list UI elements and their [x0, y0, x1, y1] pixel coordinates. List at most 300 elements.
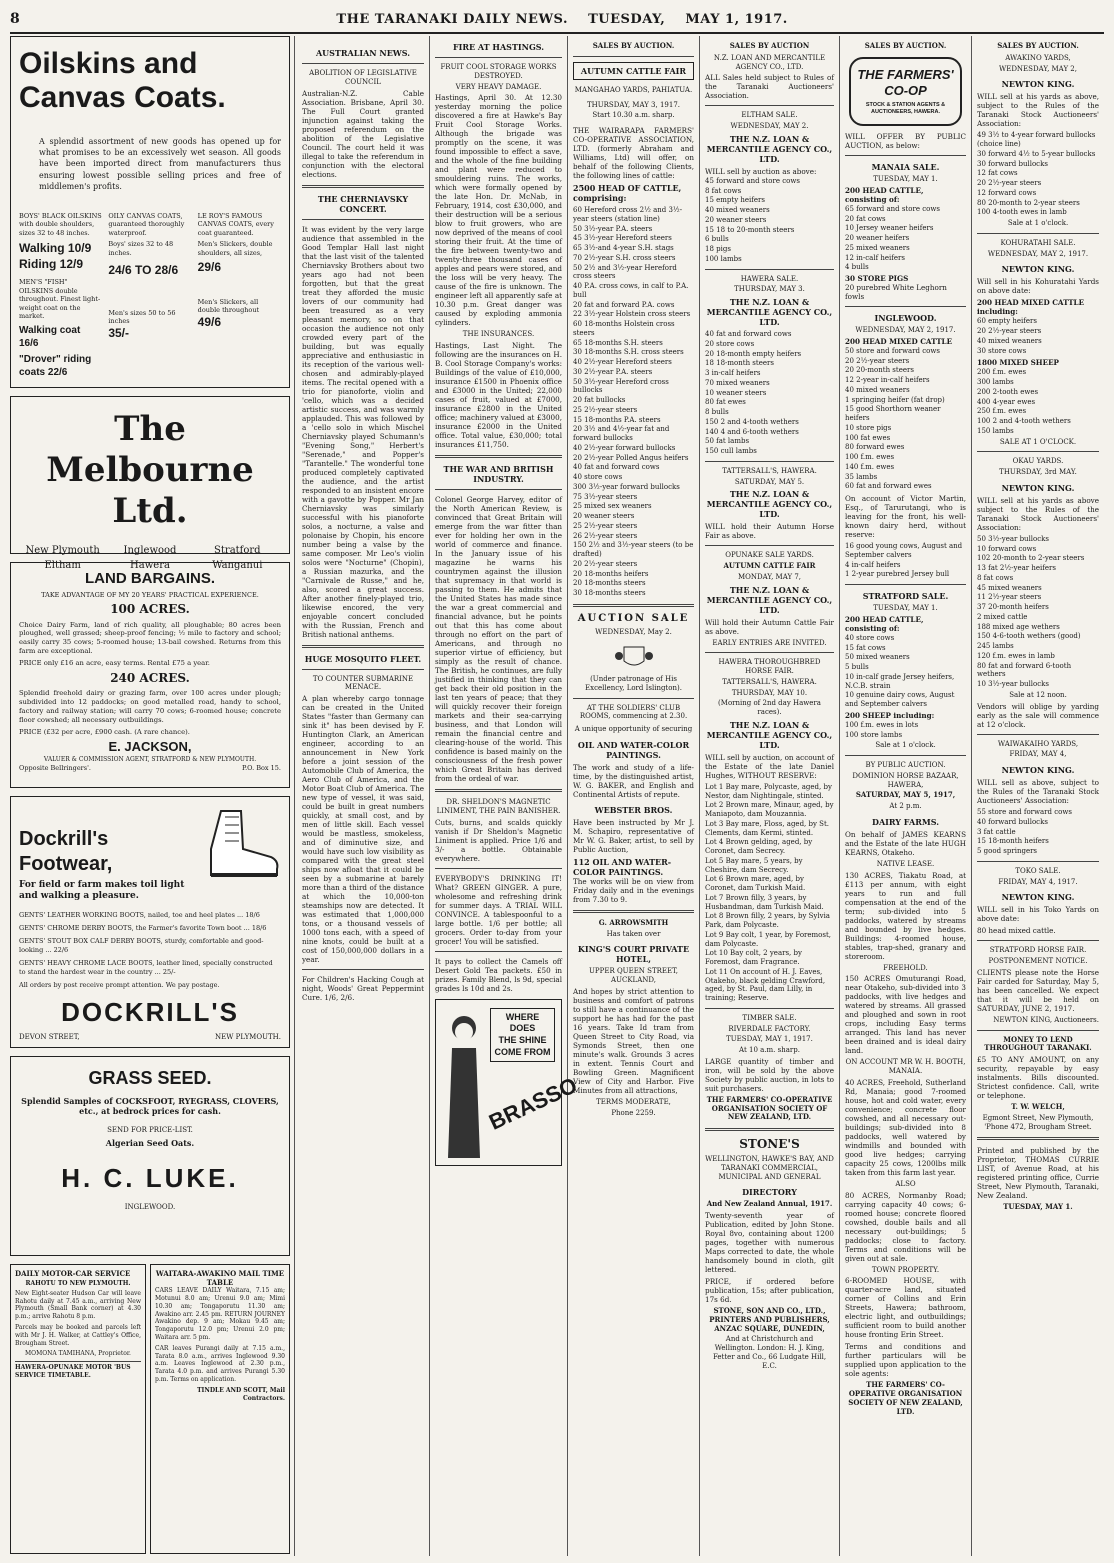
tw-welch: T. W. WELCH, [1011, 1102, 1065, 1111]
insurances-text: Hastings, Last Night. The following are the insurances on H. B. Cool Storage Company's works: Buildings of the value of £10,000, insurance £1500 in Phoenix office and £3000 in the United; 22,000 cases of fruit, valued at £7000, insurance £2800 in the United office; machinery valued at £3000, insurance £2000 in the United office. Total value, £30,000; total insurances £11,750. [435, 341, 562, 449]
eltham-line: 18 pigs [705, 245, 731, 253]
kohuratahi-line: 20 2½-year steers [977, 327, 1042, 335]
mixed-sheep-line: 150 lambs [977, 426, 1014, 435]
auction-sale-heading: AUCTION SALE [577, 612, 690, 624]
col6-header: SALES BY AUCTION. [864, 41, 947, 50]
column-auction-4 [972, 36, 1104, 1556]
cough-ad: For Children's Hacking Cough at night, Woods' Great Peppermint Cure. 1/6, 2/6. [302, 975, 424, 1002]
okau-line: 150 4-6-tooth wethers (good) [977, 632, 1081, 641]
awakino-line: 80 20-month to 2-year steers [977, 198, 1080, 207]
motor-text: New Eight-seater Hudson Car will leave Rahotu daily at 7.45 a.m., arriving New Plymouth (Small Bank corner) at 4.30 p.m.; arrive Rahotu 8 p.m. [15, 1289, 141, 1321]
cattle-line: 50 3½-year Hereford cross bullocks [573, 377, 669, 395]
stratford-sale: STRATFORD SALE. [862, 591, 949, 601]
tattersalls-date: SATURDAY, MAY 5. [734, 477, 805, 486]
timber-sale: TIMBER SALE. [742, 1013, 797, 1022]
inglewood-list [845, 347, 966, 491]
grass-town: INGLEWOOD. [124, 1202, 176, 1211]
logo-sub: STOCK & STATION AGENTS & AUCTIONEERS, HAWERA. [865, 102, 946, 116]
also: ALSO [895, 1179, 916, 1188]
column-ads [10, 36, 295, 1556]
land-price-1: PRICE only £16 an acre, easy terms. Rental £75 a year. [19, 658, 210, 667]
men-sizes: Men's sizes 50 to 56 inches [108, 308, 176, 326]
cattle-line: 22 3½-year Holstein cross steers [573, 310, 691, 319]
newspaper-name: THE TARANAKI DAILY NEWS. [336, 11, 569, 27]
war-text: Colonel George Harvey, editor of the North American Review, is convinced that Great Britain will emerge from the war fitter than ever for holding her own in the world of commerce and finance. In the January issue of his magazine he warns his countrymen against the illusion that supremacy in that world is passing to them. He admits that the United States has made since the war a great commercial and financial advance, but he points out that this has come about through no effort on the part of Americans, and through no superior virtue of efficiency, but simply as the result of chance. The British, he continues, are fully justified in thinking that they can get back their old position in the last ten years of peace; that they will quickly recover their foreign markets and their sea-carrying business, and that London will remain the financial centre and clearing-house of the world. This confidence is based mainly on the consciousness of the fresh power which Great Britain has derived from the ordeal of war. [435, 495, 562, 783]
cattle-line: 60 18-months Holstein cross steers [573, 320, 675, 337]
inglewood-line: 10 store pigs [845, 423, 892, 432]
waiwakaiho-line: 55 store and forward cows [977, 808, 1072, 816]
eltham-line: 100 lambs [705, 254, 742, 263]
masthead-title [20, 12, 1104, 27]
stratford-line: 10 genuine dairy cows, August and September calvers [845, 691, 955, 708]
boys-oilskins: BOYS' BLACK OILSKINS with double shoulders, sizes 32 to 48 inches. [19, 211, 102, 237]
camels-ad: It pays to collect the Camels off Desert Gold Tea packets. £50 in prizes. Family Blend, ls 9d, special grades ls 10d and 2s. [435, 956, 562, 993]
cattle-line: 45 3½-year Hereford steers [573, 234, 672, 243]
masthead [10, 6, 1104, 34]
oilskins-left-col [19, 212, 102, 379]
awakino-line: 49 3½ to 4-year forward bullocks (choice line) [977, 131, 1096, 148]
kohuratahi-sale-time: SALE AT 1 O'CLOCK. [999, 437, 1077, 446]
land-text-2: Splendid freehold dairy or grazing farm, over 100 acres under plough; subdivided into 12 paddocks; on good metalled road, handy to school, factory and railway station; will carry 70 cows; 6-roomed house; concrete floor cowshed; all necessary outbuildings. [19, 689, 281, 724]
canvas-sizes: Boys' sizes 32 to 48 inches. [108, 240, 174, 257]
motor-route: RAHOTU TO NEW PLYMOUTH. [25, 1280, 131, 1288]
tattersalls: TATTERSALL'S, HAWERA. [722, 466, 817, 475]
nzl-bold-3: THE N.Z. LOAN & MERCANTILE AGENCY CO., LTD. [706, 489, 833, 520]
motor-heading: DAILY MOTOR-CAR SERVICE [15, 1269, 131, 1278]
horse-lot: Lot 11 On account of H. J. Eaves, Otakeho, black gelding Crawford, aged, by St. Paul, dam Lilly, in training; Reserve. [705, 967, 826, 1002]
inglewood-line: 1 springing heifer (fat drop) [845, 395, 945, 404]
okau-line: 188 mixed age wethers [977, 622, 1060, 631]
cattle-line: 50 3½-year P.A. steers [573, 224, 653, 233]
money-text: £5 TO ANY AMOUNT, on any security, repayable by easy instalments. Bills discounted. Strictest confidence. Call, write or telephone. [977, 1055, 1099, 1100]
stratford-list [845, 634, 966, 709]
manaia-line: 4 bulls [845, 263, 869, 272]
horse-lot: Lot 2 Brown mare, Minaur, aged, by Maniapoto, dam Mouzannia. [705, 801, 834, 818]
land-agent-address: Opposite Bellringers'. [19, 764, 91, 773]
men-price: 35/- [108, 325, 130, 340]
postponement: POSTPONEMENT NOTICE. [988, 957, 1088, 965]
insurances-heading: THE INSURANCES. [462, 330, 535, 339]
eltham-will-sell: WILL sell by auction as above: [705, 166, 817, 176]
booth: ON ACCOUNT MR W. H. BOOTH, MANAIA. [845, 1058, 966, 1075]
cattle-line: 30 18-months S.H. cross steers [573, 348, 684, 357]
fire-sub-2: VERY HEAVY DAMAGE. [455, 82, 542, 91]
dockrill-town: NEW PLYMOUTH. [215, 1032, 281, 1041]
horse-lot: Lot 10 Bay colt, 2 years, by Foremost, dam Fragrance. [705, 949, 802, 966]
melbourne-name: The Melbourne Ltd. [46, 409, 254, 531]
sheldon-heading: DR. SHELDON'S MAGNETIC LINIMENT, THE PAIN BANISHER. [436, 798, 561, 815]
newton-king-1: NEWTON KING. [1001, 79, 1075, 90]
grass-seed-ad [10, 1056, 290, 1256]
mixed-sheep-line: 300 lambs [977, 378, 1014, 386]
land-agent: E. JACKSON, [108, 739, 192, 755]
fair-date: THURSDAY, MAY 3, 1917. [586, 100, 681, 109]
motor-timetable: HAWERA-OPUNAKE MOTOR 'BUS SERVICE TIMETABLE. [15, 1361, 141, 1380]
opunake-fair: AUTUMN CATTLE FAIR [723, 561, 816, 570]
okau-line: 120 f.m. ewes in lamb [977, 651, 1055, 660]
inglewood-line: 100 fat ewes [845, 433, 891, 442]
leroy-price: 29/6 [197, 260, 222, 275]
town-hawera: Hawera [130, 559, 170, 571]
cattle-line: 40 fat and forward cows [573, 463, 660, 472]
stratford-horse-fair: STRATFORD HORSE FAIR. [989, 946, 1087, 955]
public-auction: BY PUBLIC AUCTION. [865, 761, 946, 769]
col5-header: SALES BY AUCTION [729, 41, 810, 50]
eltham-line: 8 fat cows [705, 186, 742, 195]
kohuratahi-list [977, 317, 1099, 355]
cattle-line: 40 store cows [573, 473, 623, 481]
inglewood-line: 100 f.m. ewes [845, 453, 895, 461]
newton-king-2: NEWTON KING. [1001, 264, 1075, 275]
mosquito-text: A plan whereby cargo tonnage can be created in the United States "faster than Germany can sink it" has been devised by F. Huntington Clark, an American engineer, according to an announcement in New York before a joint session of the Automobile Club of America, the Aero Club of America, and the Motor Boat Club of America. The new type of vessel, it was said, could be built in great numbers quickly, at small cost, and by men of little skill. Each vessel would be mastless, smokeless, and of diminutive size, and would have such low visibility as compared with the great steel ships now afloat that it could be seen by a submarine at barely more than a third of the distance at which the 10,000-ton steamships now are detected. It was estimated that 1,000,000 tons, or a thousand vessels of 1000 tons each, with a speed of nine knots, could be built at a cost of 150,000,000 dollars in a year. [302, 694, 424, 964]
awakino-line: 12 forward cows [977, 188, 1037, 197]
mixed-sheep-line: 400 4-year ewes [977, 397, 1036, 406]
manaia-line: 25 mixed weaners [845, 243, 910, 252]
cattle-line: 40 P.A. cross cows, in calf to P.A. bull [573, 282, 689, 299]
cattle-head-count: 2500 HEAD OF CATTLE, comprising: [573, 183, 682, 203]
canvas-coats: OILY CANVAS COATS, guaranteed thoroughly waterproof. [108, 211, 185, 237]
cattle-line: 150 2½ and 3½-year steers (to be drafted) [573, 541, 694, 558]
kings-phone: Phone 2259. [611, 1108, 656, 1117]
okau-list [977, 535, 1099, 689]
war-heading: THE WAR AND BRITISH INDUSTRY. [443, 464, 554, 484]
men-slickers: Men's Slickers, all double throughout [197, 297, 260, 315]
horse-lot: Lot 3 Bay mare, Floss, aged, by St. Clements, dam Kermi, stinted. [705, 819, 829, 837]
cattle-line: 30 18-months steers [573, 589, 646, 597]
nzl-bold-1: THE N.Z. LOAN & MERCANTILE AGENCY CO., LTD. [706, 133, 833, 164]
waiwakaiho-line: 3 fat cattle [977, 827, 1016, 836]
inglewood-line: 20 20-month steers [845, 366, 914, 375]
cattle-line: 40 2½-year Hereford steers [573, 358, 672, 366]
stratford-head: 200 HEAD CATTLE, consisting of: [845, 614, 924, 633]
dockrill-item-4: GENTS' HEAVY CHROME LACE BOOTS, leather lined, specially constructed to stand the hardest wear in the country ... 25/- [19, 958, 273, 976]
soldiers-club: AT THE SOLDIERS' CLUB ROOMS, commencing at 2.30. [579, 703, 688, 721]
town-stratford: Stratford [214, 545, 261, 557]
kings-terms: TERMS MODERATE, [596, 1097, 671, 1106]
hawera-line: 3 in-calf heifers [705, 369, 761, 377]
land-acres-1: 100 ACRES. [110, 601, 190, 616]
eltham-date: WEDNESDAY, MAY 2. [730, 122, 809, 130]
awakino-list [977, 131, 1099, 217]
martin-list [845, 542, 966, 579]
cattle-line: 300 3½-year forward bullocks [573, 482, 680, 491]
horse-lot: Lot 4 Brown gelding, aged, by Coronet, dam Secrecy. [705, 838, 813, 855]
melbourne-ad [10, 396, 290, 571]
inglewood-head: 200 HEAD MIXED CATTLE [845, 336, 953, 346]
eltham-line: 20 weaner steers [705, 215, 767, 224]
grass-send: SEND FOR PRICE-LIST. [107, 1125, 193, 1134]
town-new-plymouth: New Plymouth [25, 545, 100, 557]
autumn-fair-heading: AUTUMN CATTLE FAIR [580, 65, 687, 76]
hawera-line: 70 mixed weaners [705, 378, 770, 387]
inglewood-line: 20 2½-year steers [845, 356, 910, 365]
opunake-date: MONDAY, MAY 7, [737, 572, 802, 581]
kings-court-hotel: KING'S COURT PRIVATE HOTEL, [577, 944, 690, 965]
okau-line: 245 lambs [977, 642, 1014, 650]
paintings-text: The work and study of a life-time, by the distinguished artist, W. G. BAKER, and English and Continental Artists of repute. [573, 762, 694, 799]
dairy-farms: DAIRY FARMS. [872, 816, 939, 827]
waiwakaiho-date: FRIDAY, MAY 4, [1009, 750, 1067, 759]
okau-yards: OKAU YARDS. [1012, 457, 1064, 466]
hawera-sale: HAWERA SALE. [740, 274, 799, 283]
stones-address: And at Christchurch and Wellington. London: H. J. King, Fetter and Co., 66 Ludgate Hill, E.C. [712, 1335, 827, 1370]
hawera-line: 80 fat ewes [705, 398, 746, 407]
timber-text: LARGE quantity of timber and iron, will be sold by the above Society by public auction, in lots to suit purchasers. [705, 1056, 834, 1093]
inglewood-line: 15 good Shorthorn weaner heifers [845, 405, 941, 422]
hawera-line: 140 4 and 6-tooth wethers [705, 427, 799, 436]
cattle-line: 25 mixed sex weaners [573, 502, 652, 511]
stones-heading: STONE'S [739, 1137, 800, 1151]
stratford-line: 10 in-calf grade Jersey heifers, N.C.B. strain [845, 672, 955, 690]
awakino-yards: AWAKINO YARDS, [1005, 53, 1071, 62]
martin-text: On account of Victor Martin, Esq., of Tarurutangi, who is leaving for the front, his well-known dairy herd, without reserve: [845, 494, 966, 539]
cattle-line: 65 18-months S.H. steers [573, 338, 663, 347]
eltham-line: 15 18 to 20-month steers [705, 225, 795, 234]
newton-king-auctioneers: NEWTON KING, Auctioneers. [993, 1015, 1099, 1024]
kohuratahi-text: Will sell in his Kohuratahi Yards on above date: [977, 277, 1099, 296]
masthead-day: TUESDAY, [588, 11, 666, 27]
hawera-line: 20 18-month empty heifers [705, 349, 802, 358]
opunake-text: Will hold their Autumn Cattle Fair as above. [705, 617, 834, 636]
toko-sale: TOKO SALE. [1015, 866, 1061, 875]
cattle-line: 25 2½-year steers [573, 405, 638, 414]
kings-court-address: UPPER QUEEN STREET, AUCKLAND, [589, 967, 678, 984]
sheep-line: 100 store lambs [845, 730, 903, 739]
town-eltham: Eltham [44, 559, 81, 571]
patronage: (Under patronage of His Excellency, Lord Islington). [585, 675, 682, 692]
land-agent-box: P.O. Box 15. [242, 764, 281, 773]
okau-line: 102 20-month to 2-year steers [977, 554, 1085, 563]
okau-date: THURSDAY, 3rd MAY. [999, 468, 1077, 476]
cattle-line: 20 fat bullocks [573, 396, 626, 404]
column-auction-3 [840, 36, 972, 1556]
martin-line: 1 2-year purebred Jersey bull [845, 570, 950, 579]
land-bargains-ad [10, 559, 290, 788]
manaia-sale: MANAIA SALE. [871, 162, 940, 172]
fco-2: THE FARMERS' CO-OPERATIVE ORGANISATION SOCIETY OF NEW ZEALAND, LTD. [848, 1380, 963, 1416]
cattle-line: 20 2½-year Polled Angus heifers [573, 453, 689, 462]
fco-1: THE FARMERS' CO-OPERATIVE ORGANISATION SOCIETY OF NEW ZEALAND, LTD. [706, 1094, 833, 1122]
cattle-line: 20 18-months heifers [573, 569, 649, 578]
martin-line: 16 good young cows, August and September calvers [845, 542, 963, 559]
nzl-bold-5: THE N.Z. LOAN & MERCANTILE AGENCY CO., LTD. [706, 719, 833, 750]
kearns-text: On behalf of JAMES KEARNS and the Estate of the late HUGH KEARNS, Otakeho. [845, 829, 966, 857]
martin-line: 4 in-calf heifers [845, 560, 901, 569]
col7-header: SALES BY AUCTION. [997, 41, 1079, 50]
farmers-offer: WILL OFFER BY PUBLIC AUCTION, as below: [845, 132, 966, 150]
stones-price: PRICE, if ordered before publication, 15s; after publication, 17s 6d. [705, 1277, 834, 1304]
concert-text: It was evident by the very large audience that assembled in the Good Templar Hall last night that the last visit of the talented Cherniavsky Brothers about two years ago had not been forgotten, but that the great treat they afforded the music lovers of our community had been treasured as a very pleasant memory, so on that occasion the audience not only crowded every part of the building, but was equally appreciative and enthusiastic in its reception of the various well-chosen and admirably-played items. The recital opened with a trio for pianoforte, violin and 'cello, which was a decided artistic success, and was warmly applauded. This was followed by a 'cello solo in which Mischel Cherniavsky played Schumann's "Evening Song," Herbert's "Serenade," and Popper's "Tarantelle." The wonderful tone produced completely captivated the audience, and the artist responded to an insistent encore with a gavotte by Popper. Mr Jan Cherniavsky was similarly successful with his pianoforte solos, a nocturne, a valse and polonaise by Chopin, his encore number being a valse by the same composer. Mr Leo's violin solos were "Nocturne" (Chopin), a Russian mazurka, and the "Carnivale de Russe," and he, also, scored a great success. After another finely-played trio, likewise encored, the very enjoyable concert concluded with the Russian, French and British national anthems. [302, 224, 424, 639]
thoroughbred-sub: (Morning of 2nd day Hawera races). [718, 699, 821, 716]
riding-price: Riding 12/9 [19, 256, 84, 271]
brasso-line-1: WHERE DOES [505, 1011, 540, 1034]
farm-1: 130 ACRES, Tiakatu Road, at £113 per annum, with eight years to run and full compensation at the end of the term; sub-divided into 5 paddocks, watered by streams and bounded by live hedges. Buildings: 4-roomed house, stables, trap-shed, granary and storeroom. [845, 870, 966, 961]
horse-lot: Lot 9 Bay colt, 1 year, by Foremost, dam Polycaste. [705, 930, 832, 948]
kohuratahi-line: 60 empty heifers [977, 317, 1037, 326]
lots-list [705, 783, 834, 1003]
awakino-line: 30 forward bullocks [977, 159, 1048, 168]
eltham-line: 15 empty heifers [705, 196, 765, 205]
stones-text: Twenty-seventh year of Publication, edited by John Stone. Royal 8vo, containing about 1200 pages, together with numerous Maps corrected to date, the whole handsomely bound in cloth, gilt lettered. [705, 1211, 834, 1274]
cattle-line: 65 3½-and 4-year S.H. stags [573, 244, 674, 252]
men-slickers-price: 49/6 [197, 314, 222, 329]
oilskins-heading-2: Canvas Coats. [19, 81, 226, 114]
column-news-2 [430, 36, 581, 1556]
nzl-bold-2: THE N.Z. LOAN & MERCANTILE AGENCY CO., LTD. [706, 297, 833, 327]
sheep-head: 200 SHEEP including: [845, 710, 935, 720]
kings-court-text: And hopes by strict attention to business and comfort of patrons to still have a continuance of the support he has had for the past 16 years. Take Id tram from Queen Street to City Road, via Symonds Street, then one minute's walk. Grounds 3 acres in extent. Tennis Court and Bowling Green. Magnificent View of City and Harbor. Five Minutes from all attractions, [573, 986, 694, 1095]
tw-welch-address: Egmont Street, New Plymouth, 'Phone 472, Brougham Street. [982, 1113, 1094, 1131]
awakino-line: 12 fat cows [977, 169, 1018, 178]
arrowsmith: G. ARROWSMITH [598, 917, 669, 927]
column-news-1 [297, 36, 430, 1556]
eltham-line: 40 mixed weaners [705, 206, 770, 214]
mixed-sheep-head: 1800 MIXED SHEEP [977, 358, 1059, 368]
australian-news-sub: ABOLITION OF LEGISLATIVE COUNCIL [309, 69, 417, 86]
mail-service-ad [150, 1264, 290, 1554]
okau-sale-time: Sale at 12 noon. [1009, 690, 1067, 699]
kohuratahi-line: 30 store cows [977, 346, 1027, 355]
ginger-ad: EVERYBODY'S DRINKING IT! What? GREEN GINGER. A pure, wholesome and refreshing drink for summer days. A TRIAL WILL CONVINCE. A tablespoonful to a large bottle. 1/6 per bottle; all grocers. Order to-day from your grocer! You will be satisfied. [435, 873, 562, 946]
stratford-line: 40 store cows [845, 633, 895, 642]
manaia-head: 200 HEAD CATTLE, consisting of: [845, 185, 924, 204]
timber-date: TUESDAY, MAY 1, 1917. [726, 1035, 813, 1044]
eltham-line: 6 bulls [705, 235, 729, 244]
inglewood-sale: INGLEWOOD. [874, 313, 937, 323]
leroy-coats: LE ROY'S FAMOUS CANVAS COATS, every coat guaranteed. [197, 211, 274, 237]
auction-sale-date: WEDNESDAY, May 2. [595, 628, 672, 637]
sheep-list [845, 721, 966, 740]
newton-king-3: NEWTON KING. [1001, 482, 1075, 493]
mail-heading: WAITARA-AWAKINO MAIL TIME TABLE [155, 1269, 285, 1288]
stratford-date: TUESDAY, MAY 1. [873, 604, 938, 612]
footer-date: TUESDAY, MAY 1. [1003, 1202, 1073, 1212]
stratford-line: 50 mixed weaners [845, 653, 910, 662]
autumn-fair-box [573, 62, 694, 80]
land-agent-sub: VALUER & COMMISSION AGENT, STRATFORD & NEW PLYMOUTH. [43, 756, 257, 764]
hawera-list [705, 330, 834, 456]
canvas-price: 24/6 TO 28/6 [108, 263, 179, 278]
coat-of-arms-icon [614, 641, 654, 671]
okau-line: 8 fat cows [977, 573, 1014, 582]
manaia-date: TUESDAY, MAY 1. [873, 175, 938, 183]
awakino-line: 20 2½-year steers [977, 179, 1042, 187]
nzl-agency: N.Z. LOAN AND MERCANTILE AGENCY CO., LTD. [713, 53, 826, 71]
cattle-line: 40 2½-year forward bullocks [573, 443, 676, 452]
brasso-brand: BRASSO [485, 1071, 581, 1135]
farm-4: 80 ACRES, Normanby Road; carrying capacity 40 cows; 6-roomed house; concrete floored cowshed, double bails and all necessary out-buildings; 5 paddocks; close to factory. Terms and conditions will be given out at sale. [845, 1190, 966, 1263]
brasso-line-2: THE SHINE [498, 1034, 547, 1045]
logo-text: THE FARMERS' CO-OP [857, 66, 954, 98]
newspaper-page [10, 36, 1104, 1556]
walking-price: Walking 10/9 [19, 241, 92, 256]
manaia-line: 65 forward and store cows [845, 204, 940, 213]
horse-lot: Lot 5 Bay mare, 5 years, by Cheshire, dam Secrecy. [705, 856, 803, 874]
fire-sub-1: FRUIT COOL STORAGE WORKS DESTROYED. [440, 63, 557, 80]
mail-text: CARS LEAVE DAILY Waitara, 7.15 am; Motunui 8.0 am; Urenui 9.0 am; Mimi 10.30 am; Tongaporutu 11.30 am; Awakino arr. 2.45 pm. RETURN JOURNEY Awakino dep. 9 am; Mokau 9.45 am; Tongaporutu 12.0 pm; Urenui 2.0 pm; Waitara arr. 5 pm. [155, 1287, 285, 1341]
oilskins-heading-1: Oilskins and [19, 47, 198, 80]
bazaar-date: SATURDAY, MAY 5, 1917, [855, 790, 956, 800]
inglewood-line: 140 f.m. ewes [845, 462, 895, 471]
hawera-line: 150 cull lambs [705, 447, 757, 455]
nzl-bold-4: THE N.Z. LOAN & MERCANTILE AGENCY CO., LTD. [706, 584, 833, 615]
motor-text-2: Parcels may be booked and parcels left with Mr J. H. Walker, at Cattley's Office, Brougham Street. [15, 1324, 141, 1347]
drover-price: "Drover" riding coats 22/6 [19, 353, 92, 378]
woman-icon [444, 1008, 484, 1158]
mosquito-sub: TO COUNTER SUBMARINE MENACE. [312, 674, 414, 692]
webster-text: Have been instructed by Mr J. M. Schapiro, representative of Mr W. G. Baker, artist, to sell by Public Auction, [573, 817, 694, 854]
cattle-line: 20 2½-year steers [573, 559, 638, 568]
terms-text: Terms and conditions and further particulars will be supplied upon application to the sole agents: [845, 1342, 966, 1379]
sheep-line: 100 f.m. ewes in lots [845, 720, 919, 729]
stratford-line: 5 bulls [845, 663, 869, 671]
oilskins-mid-col [108, 212, 191, 379]
okau-line: 80 fat and forward 6-tooth wethers [977, 661, 1072, 679]
column-auction-1 [568, 36, 700, 1556]
mangahao-yards: MANGAHAO YARDS, PAHIATUA. [574, 85, 693, 94]
okau-line: 45 mixed weaners [977, 583, 1042, 592]
dockrill-item-3: GENTS' STOUT BOX CALF DERBY BOOTS, sturdy, comfortable and good-looking ... 22/6 [19, 936, 264, 954]
grass-text: Splendid Samples of COCKSFOOT, RYEGRASS, CLOVERS, etc., at bedrock prices for cash. [21, 1095, 279, 1116]
horse-lot: Lot 1 Bay mare, Polycaste, aged, by Nestor, dam Nightingale, stinted. [705, 782, 832, 800]
manaia-line: 12 in-calf heifers [845, 253, 905, 262]
annual-heading: And New Zealand Annual, 1917. [706, 1199, 833, 1209]
town-wanganui: Wanganui [212, 559, 263, 571]
house: 6-ROOMED HOUSE, with quarter-acre land, situated corner of Collins and Erin Streets, Hawera; bathroom, electric light, and outbuildings; sufficient room to build another house fronting Erin Street. [845, 1276, 966, 1340]
waiwakaiho-line: 15 18-month heifers [977, 837, 1049, 846]
awakino-sale: Sale at 1 o'clock. [1007, 219, 1069, 227]
okau-line: 13 fat 2½-year heifers [977, 564, 1056, 572]
sheldon-text: Cuts, burns, and scalds quickly vanish if Dr Sheldon's Magnetic Liniment is applied. Price 1/6 and 3/- a bottle. Obtainable everywhere. [435, 817, 562, 863]
horse-lot: Lot 7 Brown filly, 3 years, by Husbandman, dam Turkish Maid. [705, 893, 824, 911]
okau-text: WILL sell at his yards as above subject to the Rules of the Taranaki Stock Auctioneers' Association: [977, 495, 1099, 532]
hawera-date: THURSDAY, MAY 3. [734, 285, 805, 294]
brasso-line-3: COME FROM [494, 1046, 551, 1057]
fire-text: Hastings, April 30. At 12.30 yesterday morning the police discovered a fire at Hawke's Bay Fruit Cool Storage Works. Although the brigade was promptly on the scene, it was found impossible to effect a save, and the whole of the fine building and plant were reduced to smouldering ruins. The works, which were formally opened by the late Hon. Dr. McNab, in February, 1914, cost £30,000, and their destruction will be a serious blow to fruit growers, who are now deprived of the means of cool storing their fruit. At the time of the fire between twenty-two and twenty-three thousand cases of apples and pears were stored, and the loss will be very heavy. The cause of the fire is unknown. The engineer left all apparently safe at 10.30 p.m. Great danger was caused by exploding ammonia cylinders. [435, 93, 562, 328]
estate-text: WILL sell by auction, on account of the Estate of the late Daniel Hughes, WITHOUT RESERVE: [705, 752, 834, 780]
hawera-line: 10 weaner steers [705, 388, 767, 397]
paintings-heading: OIL AND WATER-COLOR PAINTINGS. [577, 739, 690, 760]
manaia-line: 20 weaner heifers [845, 234, 910, 242]
men-slickers-sizes: Men's Slickers, double shoulders, all sizes, [197, 240, 273, 257]
dockrill-ad [10, 796, 290, 1048]
cattle-line: 26 2½-year steers [573, 531, 638, 540]
riverdale: RIVERDALE FACTORY. [728, 1024, 811, 1033]
col4-header: SALES BY AUCTION. [592, 41, 675, 50]
stones-company: STONE, SON AND CO., LTD., PRINTERS AND PUBLISHERS, ANZAC SQUARE, DUNEDIN, [709, 1306, 830, 1333]
awakino-date: WEDNESDAY, MAY 2, [999, 64, 1077, 73]
cattle-line: 75 3½-year steers [573, 492, 638, 501]
native-lease: NATIVE LEASE. [876, 859, 935, 868]
brasso-ad [435, 999, 581, 1166]
grass-name: H. C. LUKE. [61, 1163, 239, 1194]
awakino-line: 100 4-tooth ewes in lamb [977, 208, 1067, 217]
cattle-line: 20 fat and forward P.A. cows [573, 300, 675, 309]
money-to-lend: MONEY TO LEND THROUGHOUT TARANAKI. [984, 1034, 1092, 1053]
australian-news-heading: AUSTRALIAN NEWS. [315, 48, 411, 58]
town-property: TOWN PROPERTY. [871, 1265, 940, 1274]
fish-oilskins: MEN'S "FISH" OILSKINS double throughout. Finest light-weight coat on the market. [19, 278, 101, 321]
timber-time: At 10 a.m. sharp. [739, 1046, 800, 1054]
land-acres-2: 240 ACRES. [110, 670, 190, 685]
dockrill-heading-2: Footwear, [19, 853, 113, 875]
okau-line: 11 2½-year steers [977, 593, 1042, 602]
kohuratahi-date: WEDNESDAY, MAY 2, 1917. [987, 249, 1089, 258]
cattle-list [573, 206, 694, 598]
land-heading: LAND BARGAINS. [85, 570, 215, 587]
eltham-line: 45 forward and store cows [705, 176, 800, 185]
mosquito-heading: HUGE MOSQUITO FLEET. [304, 653, 422, 664]
